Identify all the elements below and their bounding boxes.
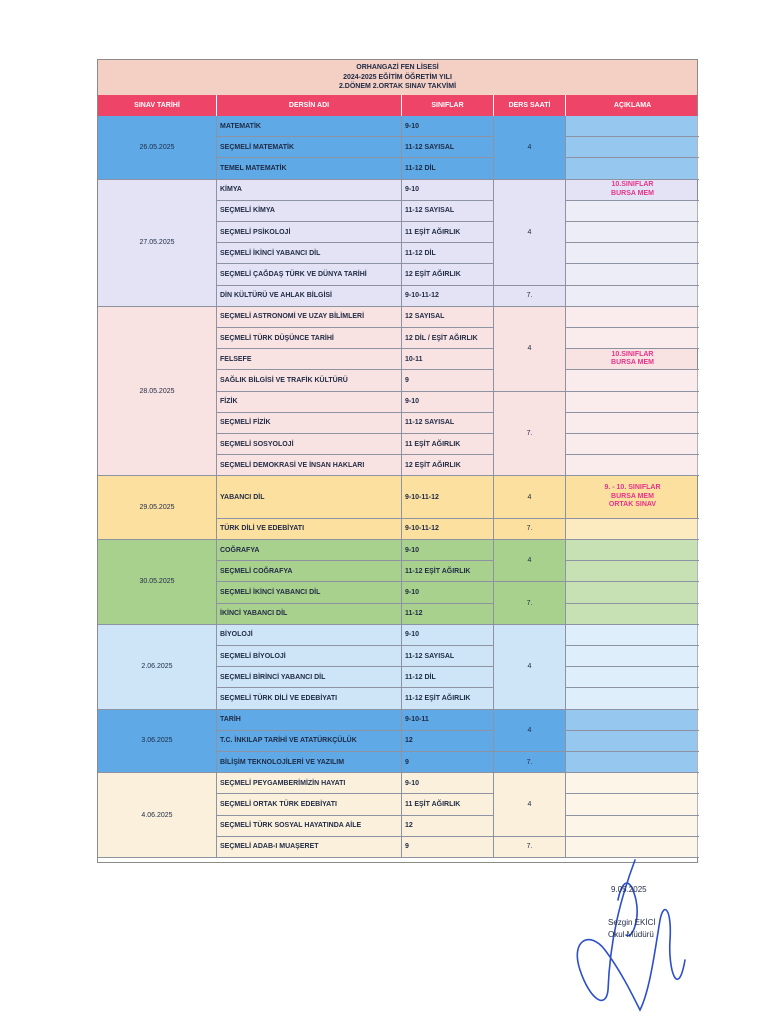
notes-cell: [566, 264, 699, 285]
notes-cell: [566, 137, 699, 158]
notes-cell: [566, 222, 699, 243]
lesson-hour: 4: [494, 710, 566, 752]
lesson-hour: 7.: [494, 392, 566, 477]
exam-schedule-table: [97, 59, 698, 863]
exam-date: 2.06.2025: [98, 625, 217, 710]
day-group: [98, 116, 697, 180]
notes-cell: [566, 180, 699, 201]
course-name: SEÇMELİ ASTRONOMİ VE UZAY BİLİMLERİ: [217, 307, 402, 328]
notes-cell: [566, 413, 699, 434]
signature-name: Sezgin EKİCİ: [608, 918, 656, 927]
lesson-hour: 7.: [494, 752, 566, 773]
class-levels: 11-12: [402, 604, 494, 625]
notes-cell: [566, 561, 699, 582]
notes-cell: [566, 646, 699, 667]
class-levels: 9-10: [402, 392, 494, 413]
course-name: SEÇMELİ BİRİNCİ YABANCI DİL: [217, 667, 402, 688]
table-title: [98, 60, 697, 95]
course-name: İKİNCİ YABANCI DİL: [217, 604, 402, 625]
notes-cell: [566, 731, 699, 752]
class-levels: 12 SAYISAL: [402, 307, 494, 328]
course-name: DİN KÜLTÜRÜ VE AHLAK BİLGİSİ: [217, 286, 402, 307]
notes-cell: [566, 794, 699, 815]
notes-cell: [566, 773, 699, 794]
day-group: [98, 180, 697, 307]
notes-cell: [566, 328, 699, 349]
class-levels: 11-12 SAYISAL: [402, 413, 494, 434]
day-group: [98, 710, 697, 774]
course-name: YABANCI DİL: [217, 476, 402, 518]
notes-cell: [566, 392, 699, 413]
academic-year: 2024-2025 EĞİTİM ÖĞRETİM YILI: [343, 73, 452, 81]
class-levels: 9-10-11-12: [402, 519, 494, 540]
course-name: FİZİK: [217, 392, 402, 413]
notes-cell: [566, 349, 699, 370]
class-levels: 9: [402, 837, 494, 858]
notes-cell: [566, 519, 699, 540]
lesson-hour: 7.: [494, 582, 566, 624]
notes-cell: [566, 710, 699, 731]
class-levels: 12: [402, 816, 494, 837]
course-name: SEÇMELİ MATEMATİK: [217, 137, 402, 158]
course-name: COĞRAFYA: [217, 540, 402, 561]
notes-cell: [566, 625, 699, 646]
day-group: [98, 476, 697, 540]
notes-cell: [566, 286, 699, 307]
signature-date: 9.05.2025: [611, 885, 647, 894]
column-header-hours: DERS SAATİ: [494, 95, 566, 116]
class-levels: 9-10-11: [402, 710, 494, 731]
class-levels: 11-12 SAYISAL: [402, 646, 494, 667]
notes-cell: [566, 116, 699, 137]
note-text: 10.SINIFLAR BURSA MEM: [611, 350, 654, 367]
notes-cell: [566, 201, 699, 222]
class-levels: 11-12 SAYISAL: [402, 201, 494, 222]
course-name: SEÇMELİ TÜRK DİLİ VE EDEBİYATI: [217, 688, 402, 709]
class-levels: 11-12 DİL: [402, 667, 494, 688]
class-levels: 9-10-11-12: [402, 476, 494, 518]
course-name: SEÇMELİ ÇAĞDAŞ TÜRK VE DÜNYA TARİHİ: [217, 264, 402, 285]
day-group: [98, 625, 697, 710]
course-name: SEÇMELİ FİZİK: [217, 413, 402, 434]
column-header-course: DERSİN ADI: [217, 95, 402, 116]
course-name: KİMYA: [217, 180, 402, 201]
notes-cell: [566, 816, 699, 837]
lesson-hour: 4: [494, 307, 566, 392]
lesson-hour: 7.: [494, 286, 566, 307]
lesson-hour: 4: [494, 625, 566, 710]
course-name: SEÇMELİ TÜRK SOSYAL HAYATINDA AİLE: [217, 816, 402, 837]
note-text: 10.SINIFLAR BURSA MEM: [611, 181, 654, 197]
course-name: BİLİŞİM TEKNOLOJİLERİ VE YAZILIM: [217, 752, 402, 773]
exam-date: 3.06.2025: [98, 710, 217, 774]
class-levels: 11-12 EŞİT AĞIRLIK: [402, 688, 494, 709]
course-name: SEÇMELİ BİYOLOJİ: [217, 646, 402, 667]
notes-cell: [566, 455, 699, 476]
notes-cell: [566, 752, 699, 773]
exam-date: 4.06.2025: [98, 773, 217, 858]
class-levels: 9: [402, 752, 494, 773]
day-group: [98, 540, 697, 625]
class-levels: 12 EŞİT AĞIRLIK: [402, 455, 494, 476]
lesson-hour: 4: [494, 540, 566, 582]
course-name: SEÇMELİ KİMYA: [217, 201, 402, 222]
notes-cell: [566, 582, 699, 603]
notes-cell: [566, 604, 699, 625]
course-name: TARİH: [217, 710, 402, 731]
notes-cell: [566, 688, 699, 709]
notes-cell: [566, 667, 699, 688]
course-name: BİYOLOJİ: [217, 625, 402, 646]
notes-cell: [566, 158, 699, 179]
lesson-hour: 7.: [494, 837, 566, 858]
course-name: SEÇMELİ COĞRAFYA: [217, 561, 402, 582]
notes-cell: [566, 370, 699, 391]
class-levels: 9-10: [402, 582, 494, 603]
column-header-date: SINAV TARİHİ: [98, 95, 217, 116]
class-levels: 9-10-11-12: [402, 286, 494, 307]
notes-cell: [566, 243, 699, 264]
exam-date: 26.05.2025: [98, 116, 217, 180]
course-name: FELSEFE: [217, 349, 402, 370]
column-header-notes: AÇIKLAMA: [613, 102, 652, 109]
course-name: SEÇMELİ ADAB-I MUAŞERET: [217, 837, 402, 858]
notes-cell: [566, 307, 699, 328]
course-name: SAĞLIK BİLGİSİ VE TRAFİK KÜLTÜRÜ: [217, 370, 402, 391]
course-name: SEÇMELİ TÜRK DÜŞÜNCE TARİHİ: [217, 328, 402, 349]
course-name: SEÇMELİ İKİNCİ YABANCI DİL: [217, 582, 402, 603]
day-group: [98, 307, 697, 477]
exam-date: 30.05.2025: [98, 540, 217, 625]
course-name: SEÇMELİ DEMOKRASİ VE İNSAN HAKLARI: [217, 455, 402, 476]
column-header-row: [98, 95, 697, 116]
class-levels: 9-10: [402, 116, 494, 137]
lesson-hour: 7.: [494, 519, 566, 540]
class-levels: 11-12 DİL: [402, 243, 494, 264]
exam-date: 27.05.2025: [98, 180, 217, 307]
class-levels: 12 EŞİT AĞIRLIK: [402, 264, 494, 285]
notes-cell: [566, 540, 699, 561]
course-name: SEÇMELİ PSİKOLOJİ: [217, 222, 402, 243]
course-name: T.C. İNKILAP TARİHİ VE ATATÜRKÇÜLÜK: [217, 731, 402, 752]
signature-role: Okul Müdürü: [608, 930, 654, 939]
exam-date: 28.05.2025: [98, 307, 217, 477]
column-header-classes: SINIFLAR: [402, 95, 494, 116]
class-levels: 9: [402, 370, 494, 391]
class-levels: 9-10: [402, 180, 494, 201]
course-name: SEÇMELİ SOSYOLOJİ: [217, 434, 402, 455]
class-levels: 11 EŞİT AĞIRLIK: [402, 434, 494, 455]
class-levels: 12: [402, 731, 494, 752]
class-levels: 9-10: [402, 625, 494, 646]
lesson-hour: 4: [494, 116, 566, 180]
notes-cell: [566, 434, 699, 455]
course-name: SEÇMELİ İKİNCİ YABANCI DİL: [217, 243, 402, 264]
class-levels: 9-10: [402, 540, 494, 561]
class-levels: 12 DİL / EŞİT AĞIRLIK: [402, 328, 494, 349]
course-name: MATEMATİK: [217, 116, 402, 137]
course-name: TÜRK DİLİ VE EDEBİYATI: [217, 519, 402, 540]
lesson-hour: 4: [494, 773, 566, 837]
lesson-hour: 4: [494, 180, 566, 286]
course-name: SEÇMELİ PEYGAMBERİMİZİN HAYATI: [217, 773, 402, 794]
class-levels: 11-12 EŞİT AĞIRLIK: [402, 561, 494, 582]
school-name: ORHANGAZİ FEN LİSESİ: [356, 64, 439, 71]
class-levels: 11 EŞİT AĞIRLIK: [402, 794, 494, 815]
course-name: TEMEL MATEMATİK: [217, 158, 402, 179]
class-levels: 9-10: [402, 773, 494, 794]
lesson-hour: 4: [494, 476, 566, 518]
schedule-title: 2.DÖNEM 2.ORTAK SINAV TAKVİMİ: [338, 83, 457, 90]
class-levels: 10-11: [402, 349, 494, 370]
course-name: SEÇMELİ ORTAK TÜRK EDEBİYATI: [217, 794, 402, 815]
notes-cell: [566, 476, 699, 518]
note-text: 9. - 10. SINIFLAR BURSA MEM ORTAK SINAV: [604, 484, 661, 509]
exam-date: 29.05.2025: [98, 476, 217, 540]
class-levels: 11 EŞİT AĞIRLIK: [402, 222, 494, 243]
class-levels: 11-12 DİL: [402, 158, 494, 179]
class-levels: 11-12 SAYISAL: [402, 137, 494, 158]
